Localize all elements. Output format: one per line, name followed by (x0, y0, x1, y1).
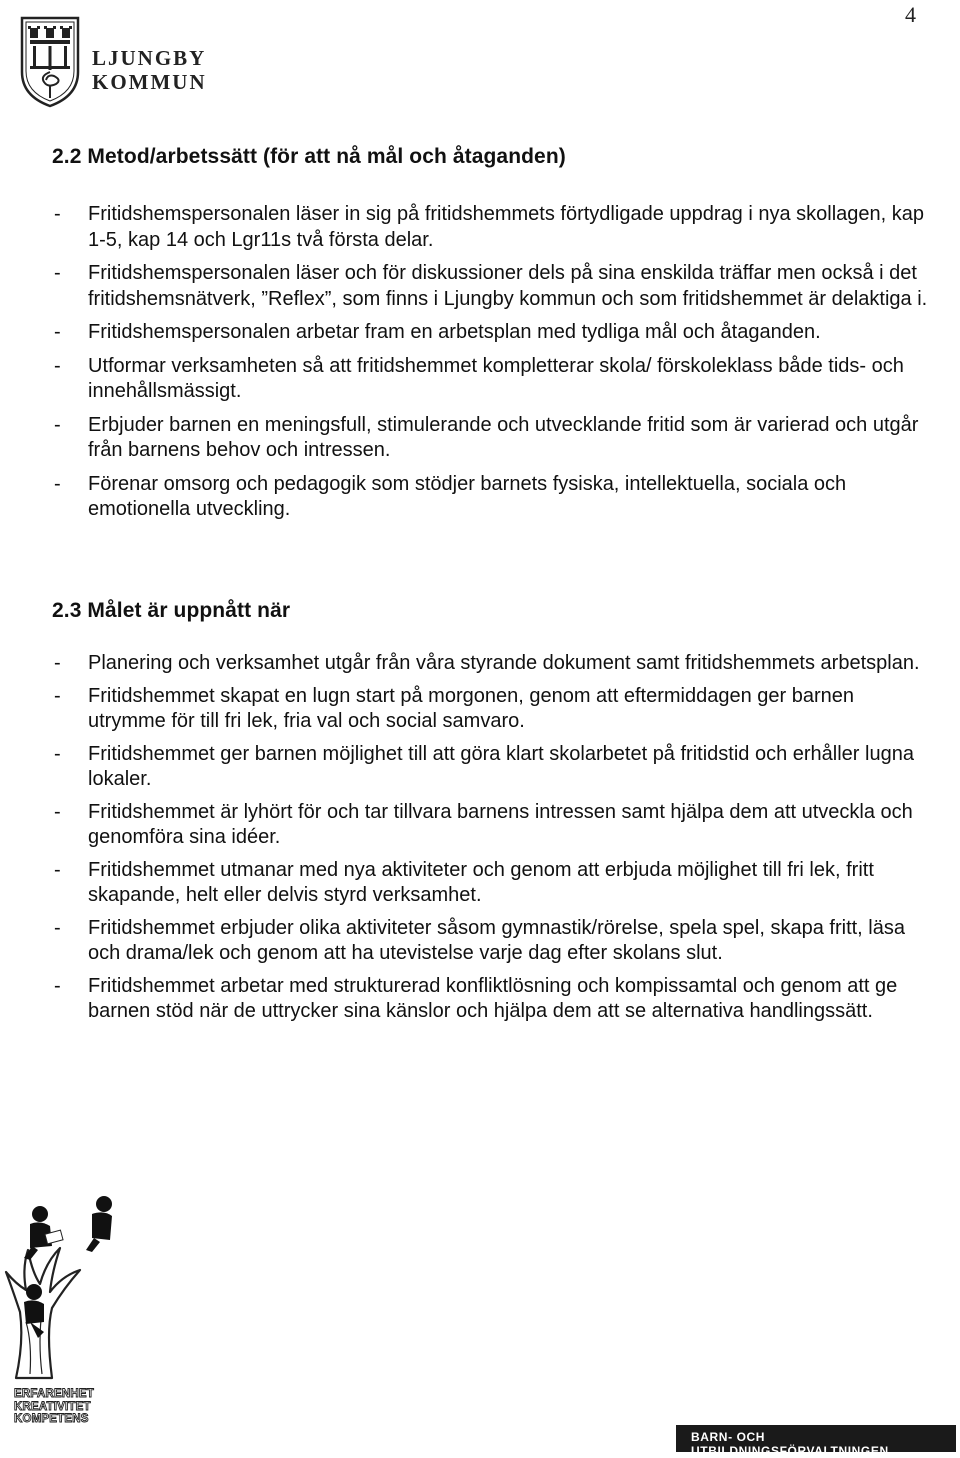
list-item: - Fritidshemspersonalen läser in sig på fritidshemmets förtydligade uppdrag i nya skollagen, kap 1-5, kap 14 och Lgr11s två första delar. (52, 202, 932, 253)
slogan (14, 1388, 124, 1426)
coat-of-arms-icon (18, 14, 82, 108)
slogan-line: KREATIVITET (14, 1400, 91, 1413)
department-footer (676, 1425, 956, 1458)
list-item: - Fritidshemmet arbetar med strukturerad konfliktlösning och kompissamtal och genom att ge barnen stöd när de uttrycker sina känslor och hjälpa dem att se alternativa handlingssätt. (52, 974, 932, 1025)
section-heading-malet: 2.3 Målet är uppnått när (52, 599, 291, 622)
list-item: - Fritidshemmet skapat en lugn start på morgonen, genom att eftermiddagen ger barnen utrymme för till fri lek, fria val och social samvaro. (52, 684, 932, 735)
list-item: - Fritidshemspersonalen läser och för diskussioner dels på sina enskilda träffar men också i det fritidshemsnätverk, ”Reflex”, som finns i Ljungby kommun och som fritidshemmet är delaktiga i. (52, 261, 932, 312)
slogan-line: ERFARENHET (14, 1388, 94, 1400)
list-item: - Fritidshemspersonalen arbetar fram en arbetsplan med tydliga mål och åtaganden. (52, 320, 932, 346)
list-item: - Förenar omsorg och pedagogik som stödjer barnets fysiska, intellektuella, sociala och emotionella utveckling. (52, 472, 932, 523)
metod-list (52, 202, 932, 531)
list-item: - Fritidshemmet erbjuder olika aktiviteter såsom gymnastik/rörelse, spela spel, skapa fritt, läsa och drama/lek och genom att ha utevistelse varje dag efter skolans slut. (52, 916, 932, 967)
tree-with-children-icon (2, 1192, 112, 1382)
department-name: BARN- OCH UTBILDNINGSFÖRVALTNINGEN (691, 1430, 889, 1458)
logo-line-2: KOMMUN (92, 70, 207, 94)
list-item: - Utformar verksamheten så att fritidshemmet kompletterar skola/ förskoleklass både tids- och innehållsmässigt. (52, 354, 932, 405)
list-item: - Fritidshemmet är lyhört för och tar tillvara barnens intressen samt hjälpa dem att utveckla och genomföra sina idéer. (52, 800, 932, 851)
slogan-line: KOMPETENS (14, 1413, 89, 1425)
section-heading-metod: 2.2 Metod/arbetssätt (för att nå mål och åtaganden) (52, 145, 566, 168)
list-item: - Erbjuder barnen en meningsfull, stimulerande och utvecklande fritid som är varierad och utgår från barnens behov och intressen. (52, 413, 932, 464)
list-item: - Fritidshemmet ger barnen möjlighet till att göra klart skolarbetet på fritidstid och erhåller lugna lokaler. (52, 742, 932, 793)
malet-list (52, 651, 932, 1032)
list-item: - Fritidshemmet utmanar med nya aktiviteter och genom att erbjuda möjlighet till fri lek, fritt skapande, helt eller delvis styrd verksamhet. (52, 858, 932, 909)
list-item: - Planering och verksamhet utgår från våra styrande dokument samt fritidshemmets arbetsplan. (52, 651, 932, 677)
municipality-name (92, 46, 207, 94)
page-number: 4 (905, 2, 916, 27)
municipality-logo (18, 14, 218, 110)
logo-line-1: LJUNGBY (92, 46, 207, 70)
